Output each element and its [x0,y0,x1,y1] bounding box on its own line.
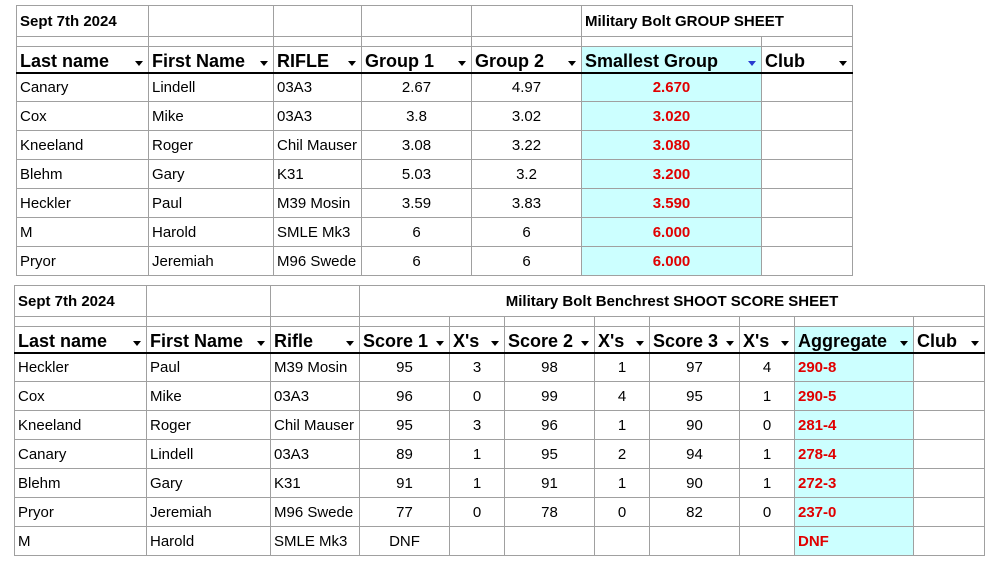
score-3-cell[interactable]: 90 [650,469,740,498]
smallest-group-cell[interactable]: 3.080 [582,131,762,160]
score-3-cell[interactable]: 90 [650,411,740,440]
spacer-row [15,317,985,327]
score-sheet-table [14,285,985,556]
xs-1-cell[interactable]: 1 [450,469,505,498]
group-1-cell[interactable]: 3.08 [362,131,472,160]
chevron-down-icon[interactable] [898,334,910,346]
score-1-cell[interactable]: 77 [360,498,450,527]
rifle-cell[interactable]: SMLE Mk3 [274,218,362,247]
smallest-group-cell[interactable]: 3.200 [582,160,762,189]
empty-cell [149,37,274,47]
chevron-down-icon[interactable] [346,54,358,66]
last-name-cell[interactable]: Pryor [17,247,149,276]
group-title-row [17,6,853,37]
xs-2-cell[interactable]: 0 [595,498,650,527]
last-name-cell[interactable]: Cox [17,102,149,131]
group-1-cell[interactable]: 6 [362,218,472,247]
smallest-group-cell[interactable]: 6.000 [582,218,762,247]
column-header-club[interactable] [914,327,985,353]
column-header-club[interactable] [762,47,853,73]
score-3-cell[interactable]: 95 [650,382,740,411]
xs-2-cell[interactable] [595,527,650,556]
chevron-down-icon[interactable] [837,54,849,66]
chevron-down-icon[interactable] [969,334,981,346]
column-header-score-3[interactable] [650,327,740,353]
empty-cell [505,317,595,327]
rifle-cell[interactable]: SMLE Mk3 [271,527,360,556]
chevron-down-icon[interactable] [779,334,791,346]
chevron-down-icon[interactable] [131,334,143,346]
empty-cell[interactable] [362,6,472,37]
empty-cell [362,37,472,47]
table-row [17,247,853,276]
rifle-cell[interactable]: K31 [271,469,360,498]
last-name-cell[interactable]: Canary [17,73,149,102]
header-label: Last name [20,50,110,71]
empty-cell [795,317,914,327]
first-name-cell[interactable]: Paul [149,189,274,218]
aggregate-cell[interactable]: 290-8 [795,353,914,382]
smallest-group-cell[interactable]: 3.020 [582,102,762,131]
xs-3-cell[interactable]: 0 [740,498,795,527]
column-header-group-1[interactable] [362,47,472,73]
chevron-down-icon[interactable] [255,334,267,346]
first-name-cell[interactable]: Jeremiah [147,498,271,527]
score-header-row [15,327,985,353]
empty-cell [360,317,450,327]
score-3-cell[interactable]: 82 [650,498,740,527]
group-1-cell[interactable]: 2.67 [362,73,472,102]
header-label: First Name [150,330,244,351]
table-row [17,189,853,218]
table-row [17,160,853,189]
column-header-group-2[interactable] [472,47,582,73]
header-label: X's [743,330,770,351]
xs-2-cell[interactable]: 1 [595,469,650,498]
rifle-cell[interactable]: 03A3 [274,73,362,102]
chevron-down-icon[interactable] [579,334,591,346]
aggregate-cell[interactable]: 290-5 [795,382,914,411]
header-label: First Name [152,50,246,71]
club-cell[interactable] [762,102,853,131]
rifle-cell[interactable]: Chil Mauser [271,411,360,440]
table-row [15,353,985,382]
empty-cell [274,37,362,47]
last-name-cell[interactable]: Cox [15,382,147,411]
empty-cell[interactable] [271,286,360,317]
rifle-cell[interactable]: K31 [274,160,362,189]
first-name-cell[interactable]: Jeremiah [149,247,274,276]
column-header-aggregate[interactable] [795,327,914,353]
club-cell[interactable] [762,160,853,189]
rifle-cell[interactable]: M39 Mosin [274,189,362,218]
first-name-cell[interactable]: Harold [149,218,274,247]
score-3-cell[interactable] [650,527,740,556]
chevron-down-icon[interactable] [746,54,758,66]
group-2-cell[interactable]: 6 [472,247,582,276]
score-1-cell[interactable]: DNF [360,527,450,556]
group-2-cell[interactable]: 4.97 [472,73,582,102]
rifle-cell[interactable]: 03A3 [271,382,360,411]
club-cell[interactable] [914,411,985,440]
rifle-cell[interactable]: 03A3 [271,440,360,469]
last-name-cell[interactable]: Blehm [15,469,147,498]
xs-2-cell[interactable]: 4 [595,382,650,411]
xs-3-cell[interactable] [740,527,795,556]
column-header-first-name[interactable] [147,327,271,353]
group-1-cell[interactable]: 6 [362,247,472,276]
club-cell[interactable] [914,498,985,527]
xs-3-cell[interactable]: 1 [740,469,795,498]
aggregate-cell[interactable]: DNF [795,527,914,556]
group-2-cell[interactable]: 3.83 [472,189,582,218]
first-name-cell[interactable]: Gary [147,469,271,498]
smallest-group-cell[interactable]: 2.670 [582,73,762,102]
xs-3-cell[interactable]: 0 [740,411,795,440]
group-header-row [17,47,853,73]
score-2-cell[interactable] [505,527,595,556]
group-1-cell[interactable]: 5.03 [362,160,472,189]
xs-1-cell[interactable]: 0 [450,382,505,411]
aggregate-cell[interactable]: 281-4 [795,411,914,440]
empty-cell [17,37,149,47]
chevron-down-icon[interactable] [456,54,468,66]
score-2-cell[interactable]: 99 [505,382,595,411]
chevron-down-icon[interactable] [258,54,270,66]
score-2-cell[interactable]: 96 [505,411,595,440]
chevron-down-icon[interactable] [566,54,578,66]
column-header-rifle[interactable] [271,327,360,353]
aggregate-cell[interactable]: 272-3 [795,469,914,498]
club-cell[interactable] [914,353,985,382]
empty-cell [914,317,985,327]
table-row [15,498,985,527]
column-header-first-name[interactable] [149,47,274,73]
group-sheet-title[interactable]: Military Bolt GROUP SHEET [582,6,853,37]
last-name-cell[interactable]: Heckler [17,189,149,218]
score-2-cell[interactable]: 78 [505,498,595,527]
first-name-cell[interactable]: Gary [149,160,274,189]
empty-cell[interactable] [149,6,274,37]
table-row [17,73,853,102]
score-3-cell[interactable]: 94 [650,440,740,469]
table-row [15,440,985,469]
group-2-cell[interactable]: 3.22 [472,131,582,160]
first-name-cell[interactable]: Roger [147,411,271,440]
table-row [15,382,985,411]
header-label: Group 2 [475,50,545,71]
last-name-cell[interactable]: Kneeland [17,131,149,160]
club-cell[interactable] [914,440,985,469]
score-1-cell[interactable]: 89 [360,440,450,469]
empty-cell [271,317,360,327]
xs-3-cell[interactable]: 1 [740,440,795,469]
column-header-xs-3[interactable] [740,327,795,353]
rifle-cell[interactable]: 03A3 [274,102,362,131]
club-cell[interactable] [914,469,985,498]
table-row [15,527,985,556]
score-1-cell[interactable]: 96 [360,382,450,411]
group-1-cell[interactable]: 3.8 [362,102,472,131]
first-name-cell[interactable]: Lindell [149,73,274,102]
empty-cell [472,37,582,47]
xs-1-cell[interactable]: 1 [450,440,505,469]
club-cell[interactable] [762,247,853,276]
column-header-xs-2[interactable] [595,327,650,353]
column-header-xs-1[interactable] [450,327,505,353]
group-2-cell[interactable]: 3.2 [472,160,582,189]
smallest-group-cell[interactable]: 3.590 [582,189,762,218]
xs-2-cell[interactable]: 1 [595,411,650,440]
score-title-row [15,286,985,317]
xs-1-cell[interactable]: 3 [450,411,505,440]
club-cell[interactable] [762,73,853,102]
empty-cell [595,317,650,327]
header-label: Score 3 [653,330,719,351]
last-name-cell[interactable]: Heckler [15,353,147,382]
club-cell[interactable] [762,189,853,218]
header-label: Last name [18,330,108,351]
last-name-cell[interactable]: Pryor [15,498,147,527]
score-rows [15,353,985,556]
column-header-rifle[interactable] [274,47,362,73]
header-label: Score 1 [363,330,429,351]
club-cell[interactable] [914,382,985,411]
last-name-cell[interactable]: Canary [15,440,147,469]
last-name-cell[interactable]: M [17,218,149,247]
last-name-cell[interactable]: Kneeland [15,411,147,440]
empty-cell [147,317,271,327]
score-1-cell[interactable]: 91 [360,469,450,498]
xs-2-cell[interactable]: 2 [595,440,650,469]
empty-cell[interactable] [147,286,271,317]
group-1-cell[interactable]: 3.59 [362,189,472,218]
table-row [17,218,853,247]
header-label: Club [917,330,957,351]
chevron-down-icon[interactable] [344,334,356,346]
empty-cell[interactable] [274,6,362,37]
rifle-cell[interactable]: M96 Swede [271,498,360,527]
header-label: RIFLE [277,50,329,71]
xs-3-cell[interactable]: 1 [740,382,795,411]
rifle-cell[interactable]: M96 Swede [274,247,362,276]
column-header-last-name[interactable] [15,327,147,353]
score-1-cell[interactable]: 95 [360,353,450,382]
empty-cell [740,317,795,327]
club-cell[interactable] [762,218,853,247]
chevron-down-icon[interactable] [634,334,646,346]
header-label: Group 1 [365,50,435,71]
score-2-cell[interactable]: 91 [505,469,595,498]
empty-cell[interactable] [472,6,582,37]
table-row [15,411,985,440]
xs-1-cell[interactable]: 3 [450,353,505,382]
header-label: X's [453,330,480,351]
spacer-row [17,37,853,47]
group-sheet-table [16,5,853,276]
smallest-group-cell[interactable]: 6.000 [582,247,762,276]
last-name-cell[interactable]: M [15,527,147,556]
header-label: Aggregate [798,330,888,351]
header-label: Score 2 [508,330,574,351]
chevron-down-icon[interactable] [434,334,446,346]
chevron-down-icon[interactable] [133,54,145,66]
chevron-down-icon[interactable] [724,334,736,346]
first-name-cell[interactable]: Lindell [147,440,271,469]
group-sheet-date[interactable]: Sept 7th 2024 [17,6,149,37]
column-header-last-name[interactable] [17,47,149,73]
xs-2-cell[interactable]: 1 [595,353,650,382]
column-header-smallest-group[interactable] [582,47,762,73]
rifle-cell[interactable]: M39 Mosin [271,353,360,382]
club-cell[interactable] [914,527,985,556]
empty-cell [582,37,762,47]
table-row [15,469,985,498]
first-name-cell[interactable]: Roger [149,131,274,160]
header-label: Smallest Group [585,50,719,71]
group-2-cell[interactable]: 3.02 [472,102,582,131]
first-name-cell[interactable]: Harold [147,527,271,556]
score-sheet-date[interactable]: Sept 7th 2024 [15,286,147,317]
score-1-cell[interactable]: 95 [360,411,450,440]
empty-cell [762,37,853,47]
last-name-cell[interactable]: Blehm [17,160,149,189]
score-3-cell[interactable]: 97 [650,353,740,382]
club-cell[interactable] [762,131,853,160]
xs-1-cell[interactable]: 0 [450,498,505,527]
xs-1-cell[interactable] [450,527,505,556]
first-name-cell[interactable]: Paul [147,353,271,382]
empty-cell [450,317,505,327]
first-name-cell[interactable]: Mike [147,382,271,411]
first-name-cell[interactable]: Mike [149,102,274,131]
column-header-score-2[interactable] [505,327,595,353]
aggregate-cell[interactable]: 278-4 [795,440,914,469]
empty-cell [650,317,740,327]
table-row [17,102,853,131]
column-header-score-1[interactable] [360,327,450,353]
score-2-cell[interactable]: 95 [505,440,595,469]
score-2-cell[interactable]: 98 [505,353,595,382]
rifle-cell[interactable]: Chil Mauser [274,131,362,160]
header-label: Club [765,50,805,71]
table-row [17,131,853,160]
xs-3-cell[interactable]: 4 [740,353,795,382]
aggregate-cell[interactable]: 237-0 [795,498,914,527]
empty-cell [15,317,147,327]
group-rows [17,73,853,276]
group-2-cell[interactable]: 6 [472,218,582,247]
chevron-down-icon[interactable] [489,334,501,346]
header-label: X's [598,330,625,351]
score-sheet-title[interactable]: Military Bolt Benchrest SHOOT SCORE SHEET [360,286,985,317]
header-label: Rifle [274,330,314,351]
